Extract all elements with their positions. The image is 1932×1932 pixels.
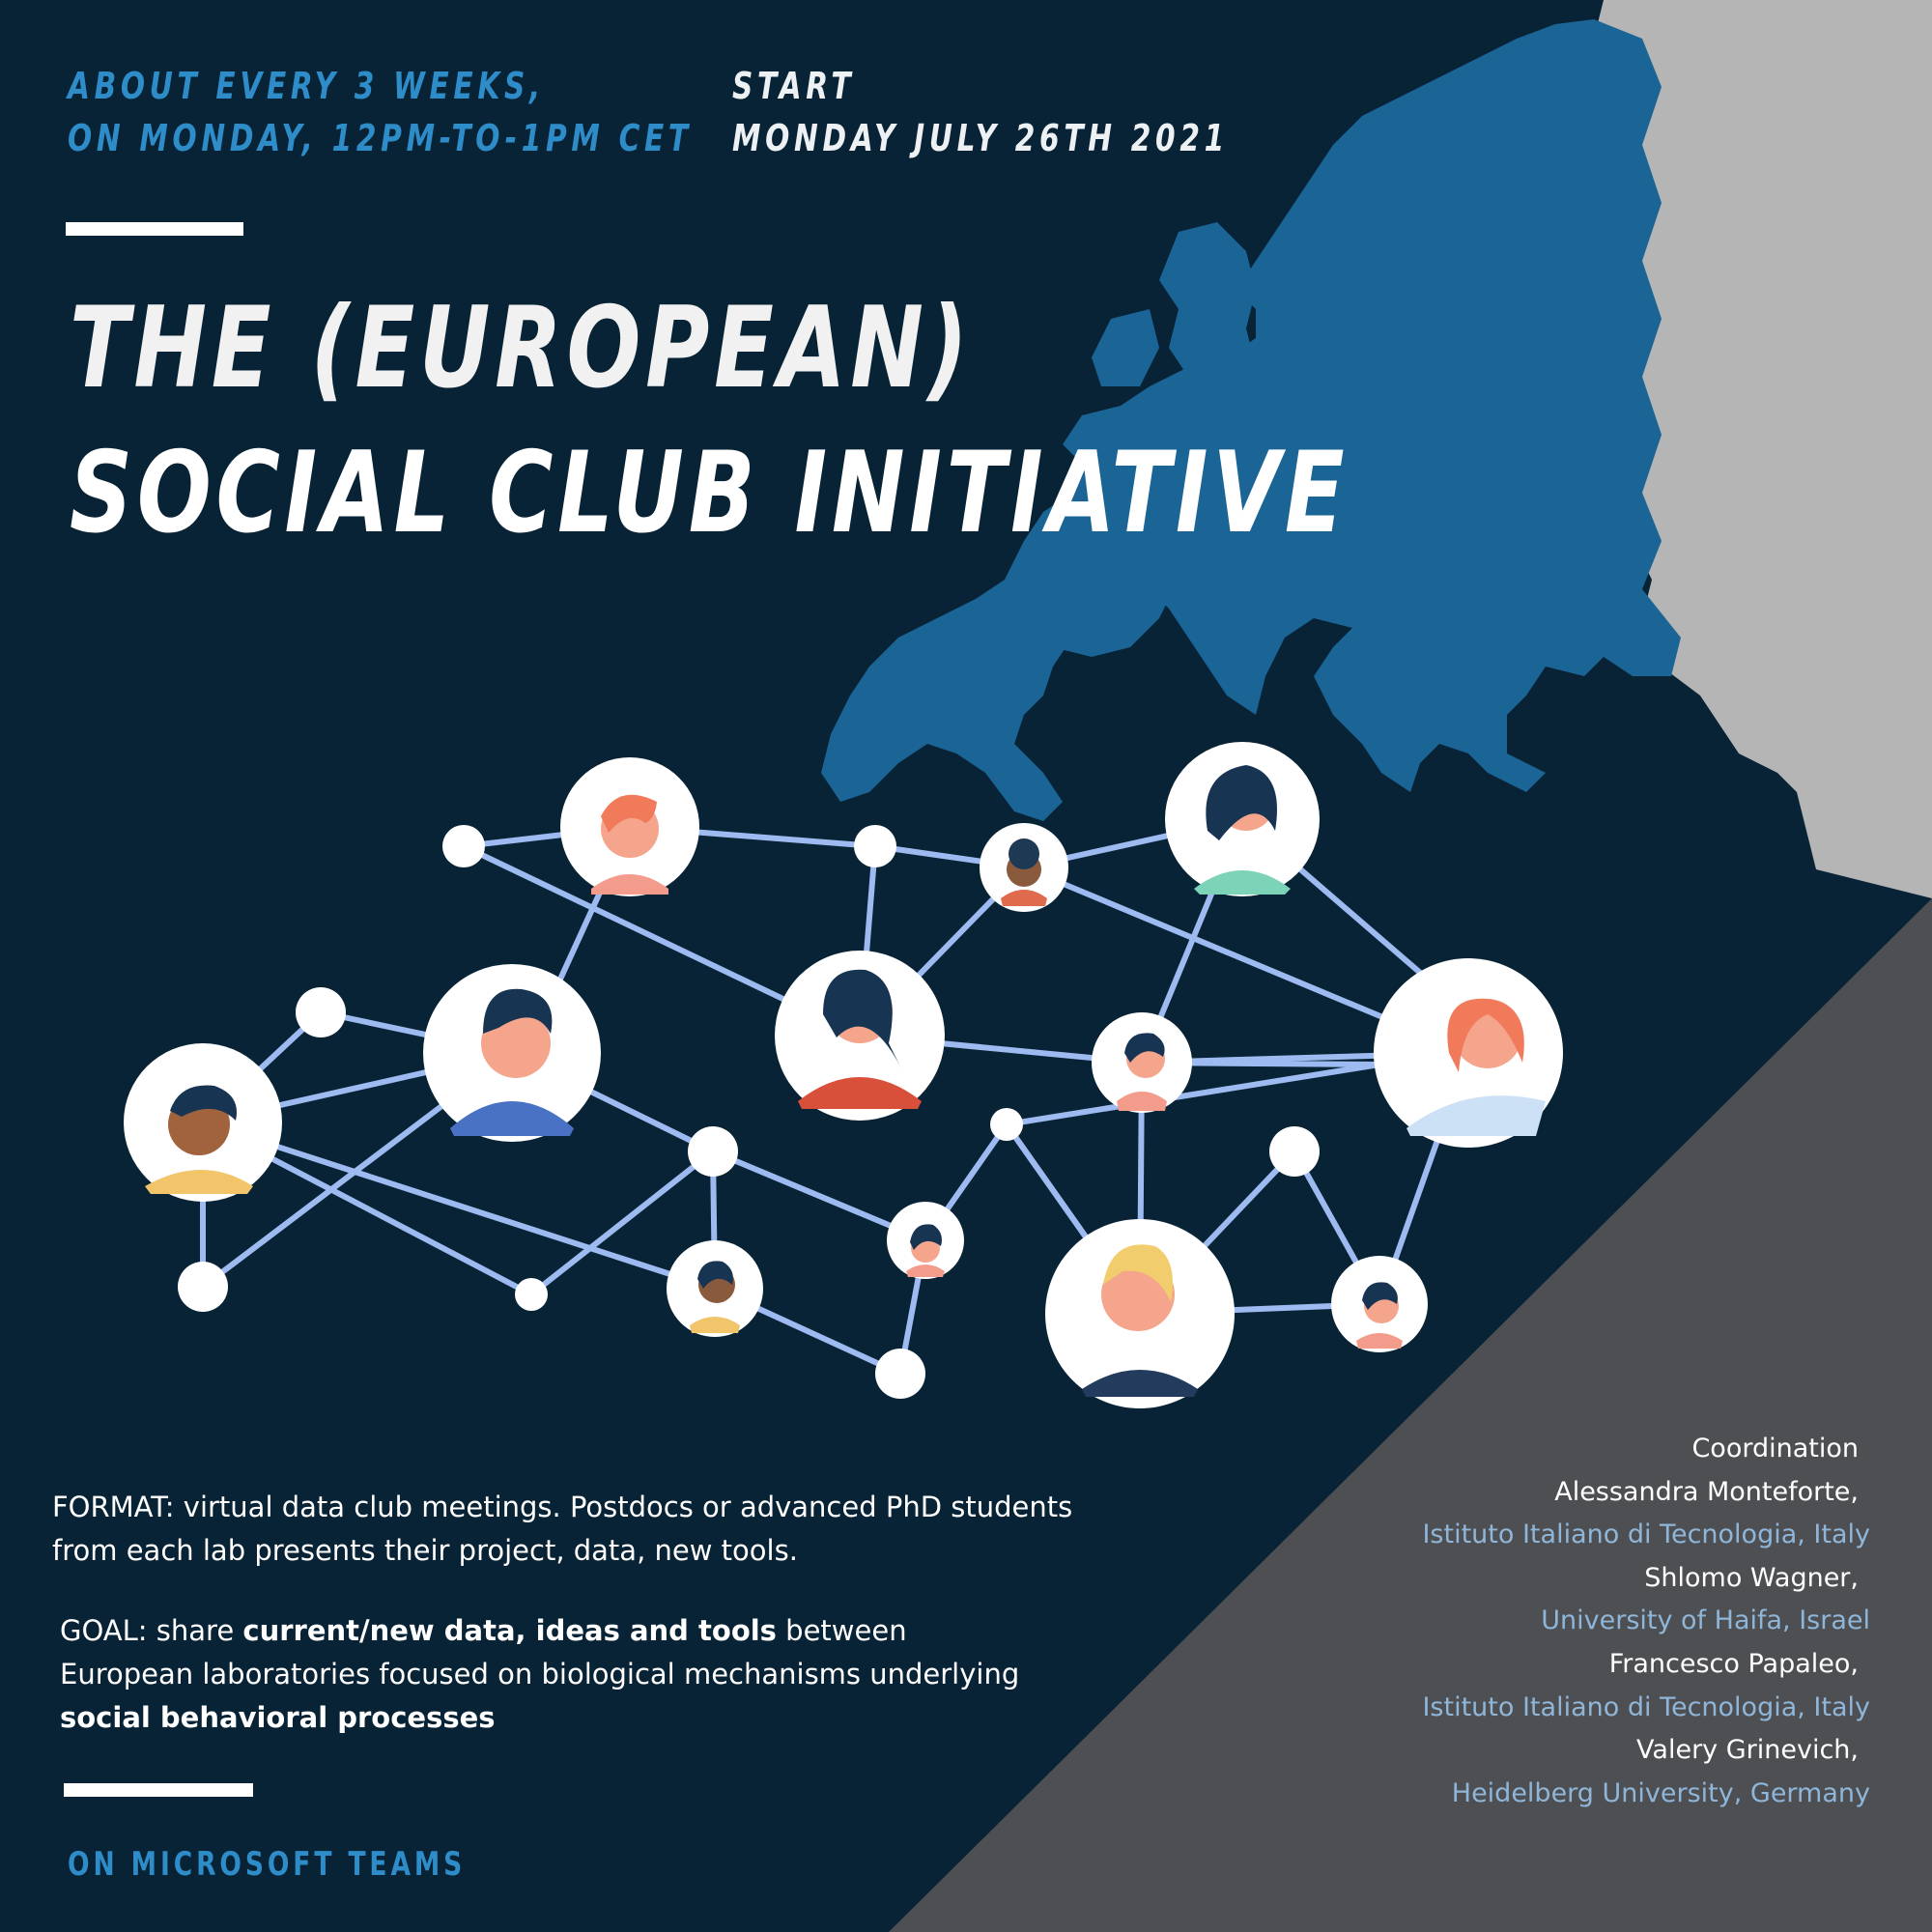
- format-description: FORMAT: virtual data club meetings. Postdocs or advanced PhD students from each lab presents their project, data, new tools.: [52, 1491, 1073, 1567]
- node-dot: [990, 1108, 1023, 1141]
- avatar-11: [1045, 1219, 1235, 1408]
- divider-top: [66, 222, 243, 236]
- coordinator-name: Shlomo Wagner,: [1644, 1562, 1859, 1593]
- coordinator-name: Alessandra Monteforte,: [1554, 1476, 1859, 1507]
- title-line-2: SOCIAL CLUB INITIATIVE: [70, 428, 1350, 558]
- coordinator-institution: Istituto Italiano di Tecnologia, Italy: [1422, 1691, 1870, 1722]
- avatar-7: [1374, 958, 1563, 1148]
- goal-middle: between European laboratories focused on biological mechanisms underlying: [60, 1614, 1020, 1690]
- node-dot: [688, 1126, 738, 1177]
- coordination-heading: Coordination: [1691, 1434, 1859, 1463]
- avatar-6: [1092, 1012, 1192, 1113]
- start-label: START: [732, 65, 856, 107]
- avatar-10: [667, 1240, 763, 1337]
- goal-bold-2: social behavioral processes: [60, 1701, 496, 1734]
- avatar-1: [560, 757, 699, 896]
- node-dot: [875, 1349, 925, 1399]
- schedule-text: [68, 60, 693, 164]
- coordination-block: [1422, 1428, 1870, 1815]
- avatar-5: [775, 951, 945, 1121]
- coordinator-name: Valery Grinevich,: [1636, 1735, 1859, 1766]
- node-dot: [515, 1278, 548, 1311]
- node-dot: [296, 987, 346, 1037]
- coordinator-name: Francesco Papaleo,: [1608, 1648, 1859, 1679]
- avatar-2: [980, 823, 1068, 912]
- start-date-text: [732, 60, 1229, 164]
- avatar-12: [1331, 1256, 1428, 1352]
- node-dot: [442, 825, 485, 867]
- goal-description: [60, 1609, 1026, 1740]
- node-dot: [178, 1262, 228, 1312]
- title-line-1: THE (EUROPEAN): [70, 283, 973, 413]
- node-dot: [1269, 1126, 1320, 1177]
- avatar-4: [423, 964, 601, 1142]
- page-title: [70, 276, 1349, 566]
- schedule-line-1: ABOUT EVERY 3 WEEKS,: [68, 65, 545, 107]
- avatar-8: [124, 1043, 282, 1202]
- divider-bottom: [64, 1783, 253, 1797]
- platform-text: ON MICROSOFT TEAMS: [68, 1845, 467, 1884]
- coordinator-institution: Istituto Italiano di Tecnologia, Italy: [1422, 1520, 1870, 1550]
- goal-prefix: GOAL: share: [60, 1614, 243, 1647]
- start-date: MONDAY JULY 26TH 2021: [732, 117, 1229, 159]
- schedule-line-2: ON MONDAY, 12PM-TO-1PM CET: [68, 117, 693, 159]
- coordinator-institution: University of Haifa, Israel: [1541, 1605, 1870, 1636]
- avatar-9: [887, 1202, 964, 1279]
- node-dot: [854, 825, 896, 867]
- goal-bold-1: current/new data, ideas and tools: [242, 1614, 777, 1647]
- avatar-3: [1165, 742, 1320, 896]
- coordinator-institution: Heidelberg University, Germany: [1451, 1777, 1870, 1808]
